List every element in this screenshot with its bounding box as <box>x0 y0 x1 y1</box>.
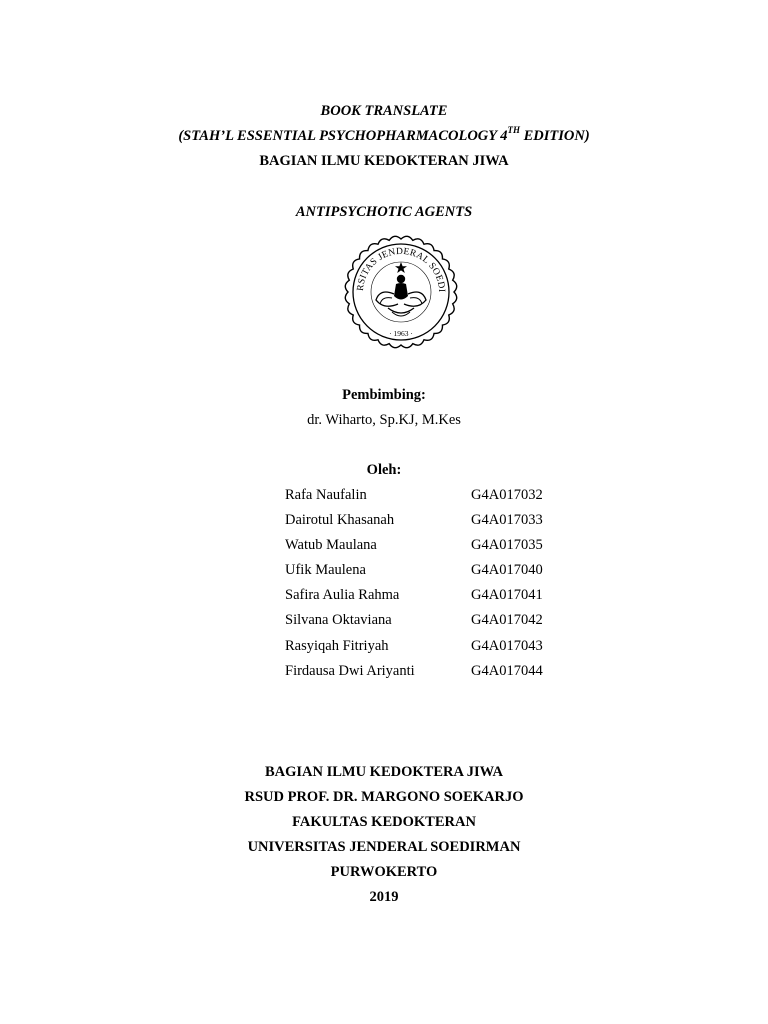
author-name: Safira Aulia Rahma <box>285 587 400 604</box>
author-student-id: G4A017044 <box>471 662 543 679</box>
authors-label: Oleh: <box>366 462 402 478</box>
footer-university: UNIVERSITAS JENDERAL SOEDIRMAN <box>247 839 521 855</box>
author-row <box>285 536 605 561</box>
footer-year: 2019 <box>369 889 399 905</box>
authors-list <box>285 486 605 687</box>
supervisor-name: dr. Wiharto, Sp.KJ, M.Kes <box>307 412 461 428</box>
university-seal-icon <box>336 228 466 352</box>
author-name: Ufik Maulena <box>285 562 366 579</box>
author-name: Silvana Oktaviana <box>285 612 392 629</box>
topic-title: ANTIPSYCHOTIC AGENTS <box>295 204 473 220</box>
university-seal-logo <box>336 228 466 352</box>
book-translate-title: BOOK TRANSLATE <box>320 103 448 119</box>
author-student-id: G4A017041 <box>471 587 543 604</box>
department-heading: BAGIAN ILMU KEDOKTERAN JIWA <box>259 153 509 169</box>
author-row <box>285 586 605 611</box>
footer-department: BAGIAN ILMU KEDOKTERA JIWA <box>264 764 504 780</box>
supervisor-label: Pembimbing: <box>342 387 426 403</box>
author-row <box>285 637 605 662</box>
author-name: Firdausa Dwi Ariyanti <box>285 662 415 679</box>
author-row <box>285 561 605 586</box>
source-book-title <box>0 127 768 145</box>
author-name: Rasyiqah Fitriyah <box>285 637 389 654</box>
author-student-id: G4A017035 <box>471 537 543 554</box>
seal-arc-text: RSITAS JENDERAL SOEDI <box>355 246 447 293</box>
source-book-title-main: (STAH’L ESSENTIAL PSYCHOPHARMACOLOGY 4 <box>178 128 508 144</box>
edition-superscript: TH <box>507 125 520 136</box>
author-row <box>285 486 605 511</box>
footer-hospital: RSUD PROF. DR. MARGONO SOEKARJO <box>244 789 524 805</box>
author-row <box>285 611 605 636</box>
author-row <box>285 662 605 687</box>
seal-year: · 1963 · <box>389 329 413 338</box>
author-name: Watub Maulana <box>285 537 377 554</box>
author-student-id: G4A017043 <box>471 637 543 654</box>
source-book-title-edition: EDITION) <box>519 128 590 144</box>
author-student-id: G4A017042 <box>471 612 543 629</box>
author-name: Dairotul Khasanah <box>285 512 395 529</box>
author-name: Rafa Naufalin <box>285 487 367 503</box>
footer-faculty: FAKULTAS KEDOKTERAN <box>292 814 476 830</box>
author-student-id: G4A017033 <box>471 512 543 529</box>
footer-city: PURWOKERTO <box>330 864 438 880</box>
author-student-id: G4A017032 <box>471 487 543 503</box>
author-row <box>285 511 605 536</box>
author-student-id: G4A017040 <box>471 562 543 579</box>
